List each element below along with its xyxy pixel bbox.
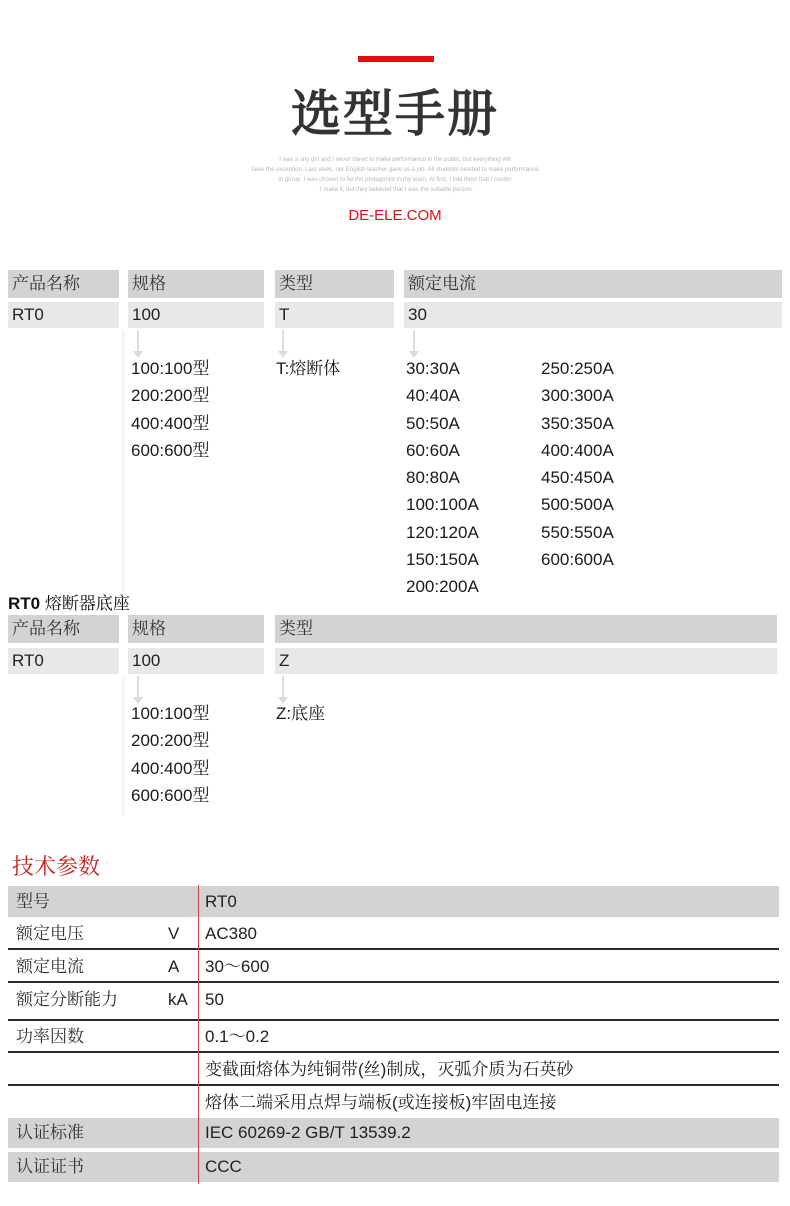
param-label: 额定分断能力 [16, 990, 118, 1009]
param-value: 30～600 [205, 957, 270, 976]
column-guide [122, 676, 125, 816]
filler-paragraph [200, 155, 590, 195]
spec-options-list [131, 700, 209, 809]
spec-option: 200:200型 [131, 386, 210, 406]
value-type: Z [275, 648, 777, 674]
param-value: 0.1～0.2 [205, 1027, 270, 1046]
param-value: 变截面熔体为纯铜带(丝)制成，灭弧介质为石英砂 [205, 1060, 574, 1079]
current-option: 30:30A [406, 359, 460, 378]
table-row [8, 1021, 779, 1053]
value-spec: 100 [128, 648, 264, 674]
table-row [8, 951, 779, 983]
filler-line: I was a shy girl and I never dared to make performance in the public, but everything will [279, 157, 511, 163]
param-value: RT0 [205, 892, 237, 911]
arrow-down-icon [282, 676, 284, 698]
header-type: 类型 [275, 270, 394, 298]
param-value: 熔体二端采用点焊与端板(或连接板)牢固电连接 [205, 1093, 557, 1112]
current-option: 50:50A [406, 413, 460, 433]
arrow-down-icon [137, 676, 139, 698]
current-option: 450:450A [541, 468, 614, 488]
current-option: 60:60A [406, 440, 460, 460]
param-label: 认证证书 [16, 1157, 84, 1176]
param-label: 认证标准 [16, 1123, 84, 1142]
table-row [8, 1118, 779, 1148]
current-options-col2 [541, 355, 614, 573]
param-label: 额定电压 [16, 924, 84, 943]
header-spec: 规格 [128, 270, 264, 298]
base-title-text: 熔断器底座 [40, 594, 130, 613]
arrow-down-icon [137, 330, 139, 352]
param-unit: kA [168, 990, 188, 1009]
table-row [8, 1152, 779, 1182]
param-value: 50 [205, 990, 224, 1009]
table-row [8, 886, 779, 917]
current-option: 400:400A [541, 440, 614, 460]
param-value: AC380 [205, 924, 257, 943]
spec-option: 600:600型 [131, 440, 210, 460]
base-title-model: RT0 [8, 594, 41, 613]
current-option: 250:250A [541, 359, 614, 378]
filler-line: have the exception. Last week, our English teacher gave us a job. All students needed to make performance [251, 167, 539, 173]
site-name: DE-ELE.COM [348, 207, 442, 224]
current-option: 300:300A [541, 386, 614, 406]
header-type: 类型 [275, 615, 777, 643]
page-title: 选型手册 [291, 86, 499, 142]
param-unit: A [168, 957, 180, 976]
current-option: 100:100A [406, 495, 479, 515]
table-row [8, 984, 779, 1021]
param-label: 额定电流 [16, 957, 84, 976]
type-option: Z:底座 [276, 704, 326, 723]
header-product-name: 产品名称 [8, 270, 119, 298]
current-option: 600:600A [541, 550, 614, 570]
value-type: T [275, 302, 394, 328]
current-option: 550:550A [541, 522, 614, 542]
value-spec: 100 [128, 302, 264, 328]
tech-params-title: 技术参数 [12, 854, 101, 879]
type-options-list [276, 355, 340, 382]
spec-options-list [131, 355, 209, 464]
title-accent-bar [358, 56, 434, 62]
column-guide [122, 330, 125, 592]
param-value: CCC [205, 1157, 242, 1176]
current-option: 200:200A [406, 577, 479, 597]
filler-line: ' t make it, but they believed that I was the suitable person. [317, 187, 473, 193]
spec-option: 200:200型 [131, 731, 210, 751]
header-product-name: 产品名称 [8, 615, 119, 643]
filler-line: in group. I was chosen to be the protagonist in my team. At first, I told them that I couldn [278, 177, 512, 183]
param-label: 功率因数 [16, 1027, 84, 1046]
value-product-name: RT0 [8, 648, 119, 674]
param-unit: V [168, 924, 180, 943]
type-options-list [276, 700, 325, 727]
table-row [8, 1054, 779, 1086]
spec-option: 400:400型 [131, 758, 210, 778]
column-divider [198, 885, 199, 1184]
header-spec: 规格 [128, 615, 264, 643]
current-option: 500:500A [541, 495, 614, 515]
spec-option: 100:100型 [131, 359, 210, 378]
arrow-down-icon [413, 330, 415, 352]
param-value: IEC 60269-2 GB/T 13539.2 [205, 1123, 411, 1142]
spec-option: 600:600型 [131, 785, 210, 805]
current-option: 350:350A [541, 413, 614, 433]
current-option: 150:150A [406, 550, 479, 570]
spec-option: 100:100型 [131, 704, 210, 723]
current-options-col1 [406, 355, 479, 601]
table-row [8, 1087, 779, 1119]
base-section-title [8, 589, 130, 614]
value-product-name: RT0 [8, 302, 119, 328]
header-rated-current: 额定电流 [404, 270, 782, 298]
current-option: 80:80A [406, 468, 460, 488]
current-option: 120:120A [406, 522, 479, 542]
spec-option: 400:400型 [131, 413, 210, 433]
table-row [8, 918, 779, 950]
param-label: 型号 [16, 892, 50, 911]
value-rated-current: 30 [404, 302, 782, 328]
type-option: T:熔断体 [276, 359, 341, 378]
current-option: 40:40A [406, 386, 460, 406]
arrow-down-icon [282, 330, 284, 352]
